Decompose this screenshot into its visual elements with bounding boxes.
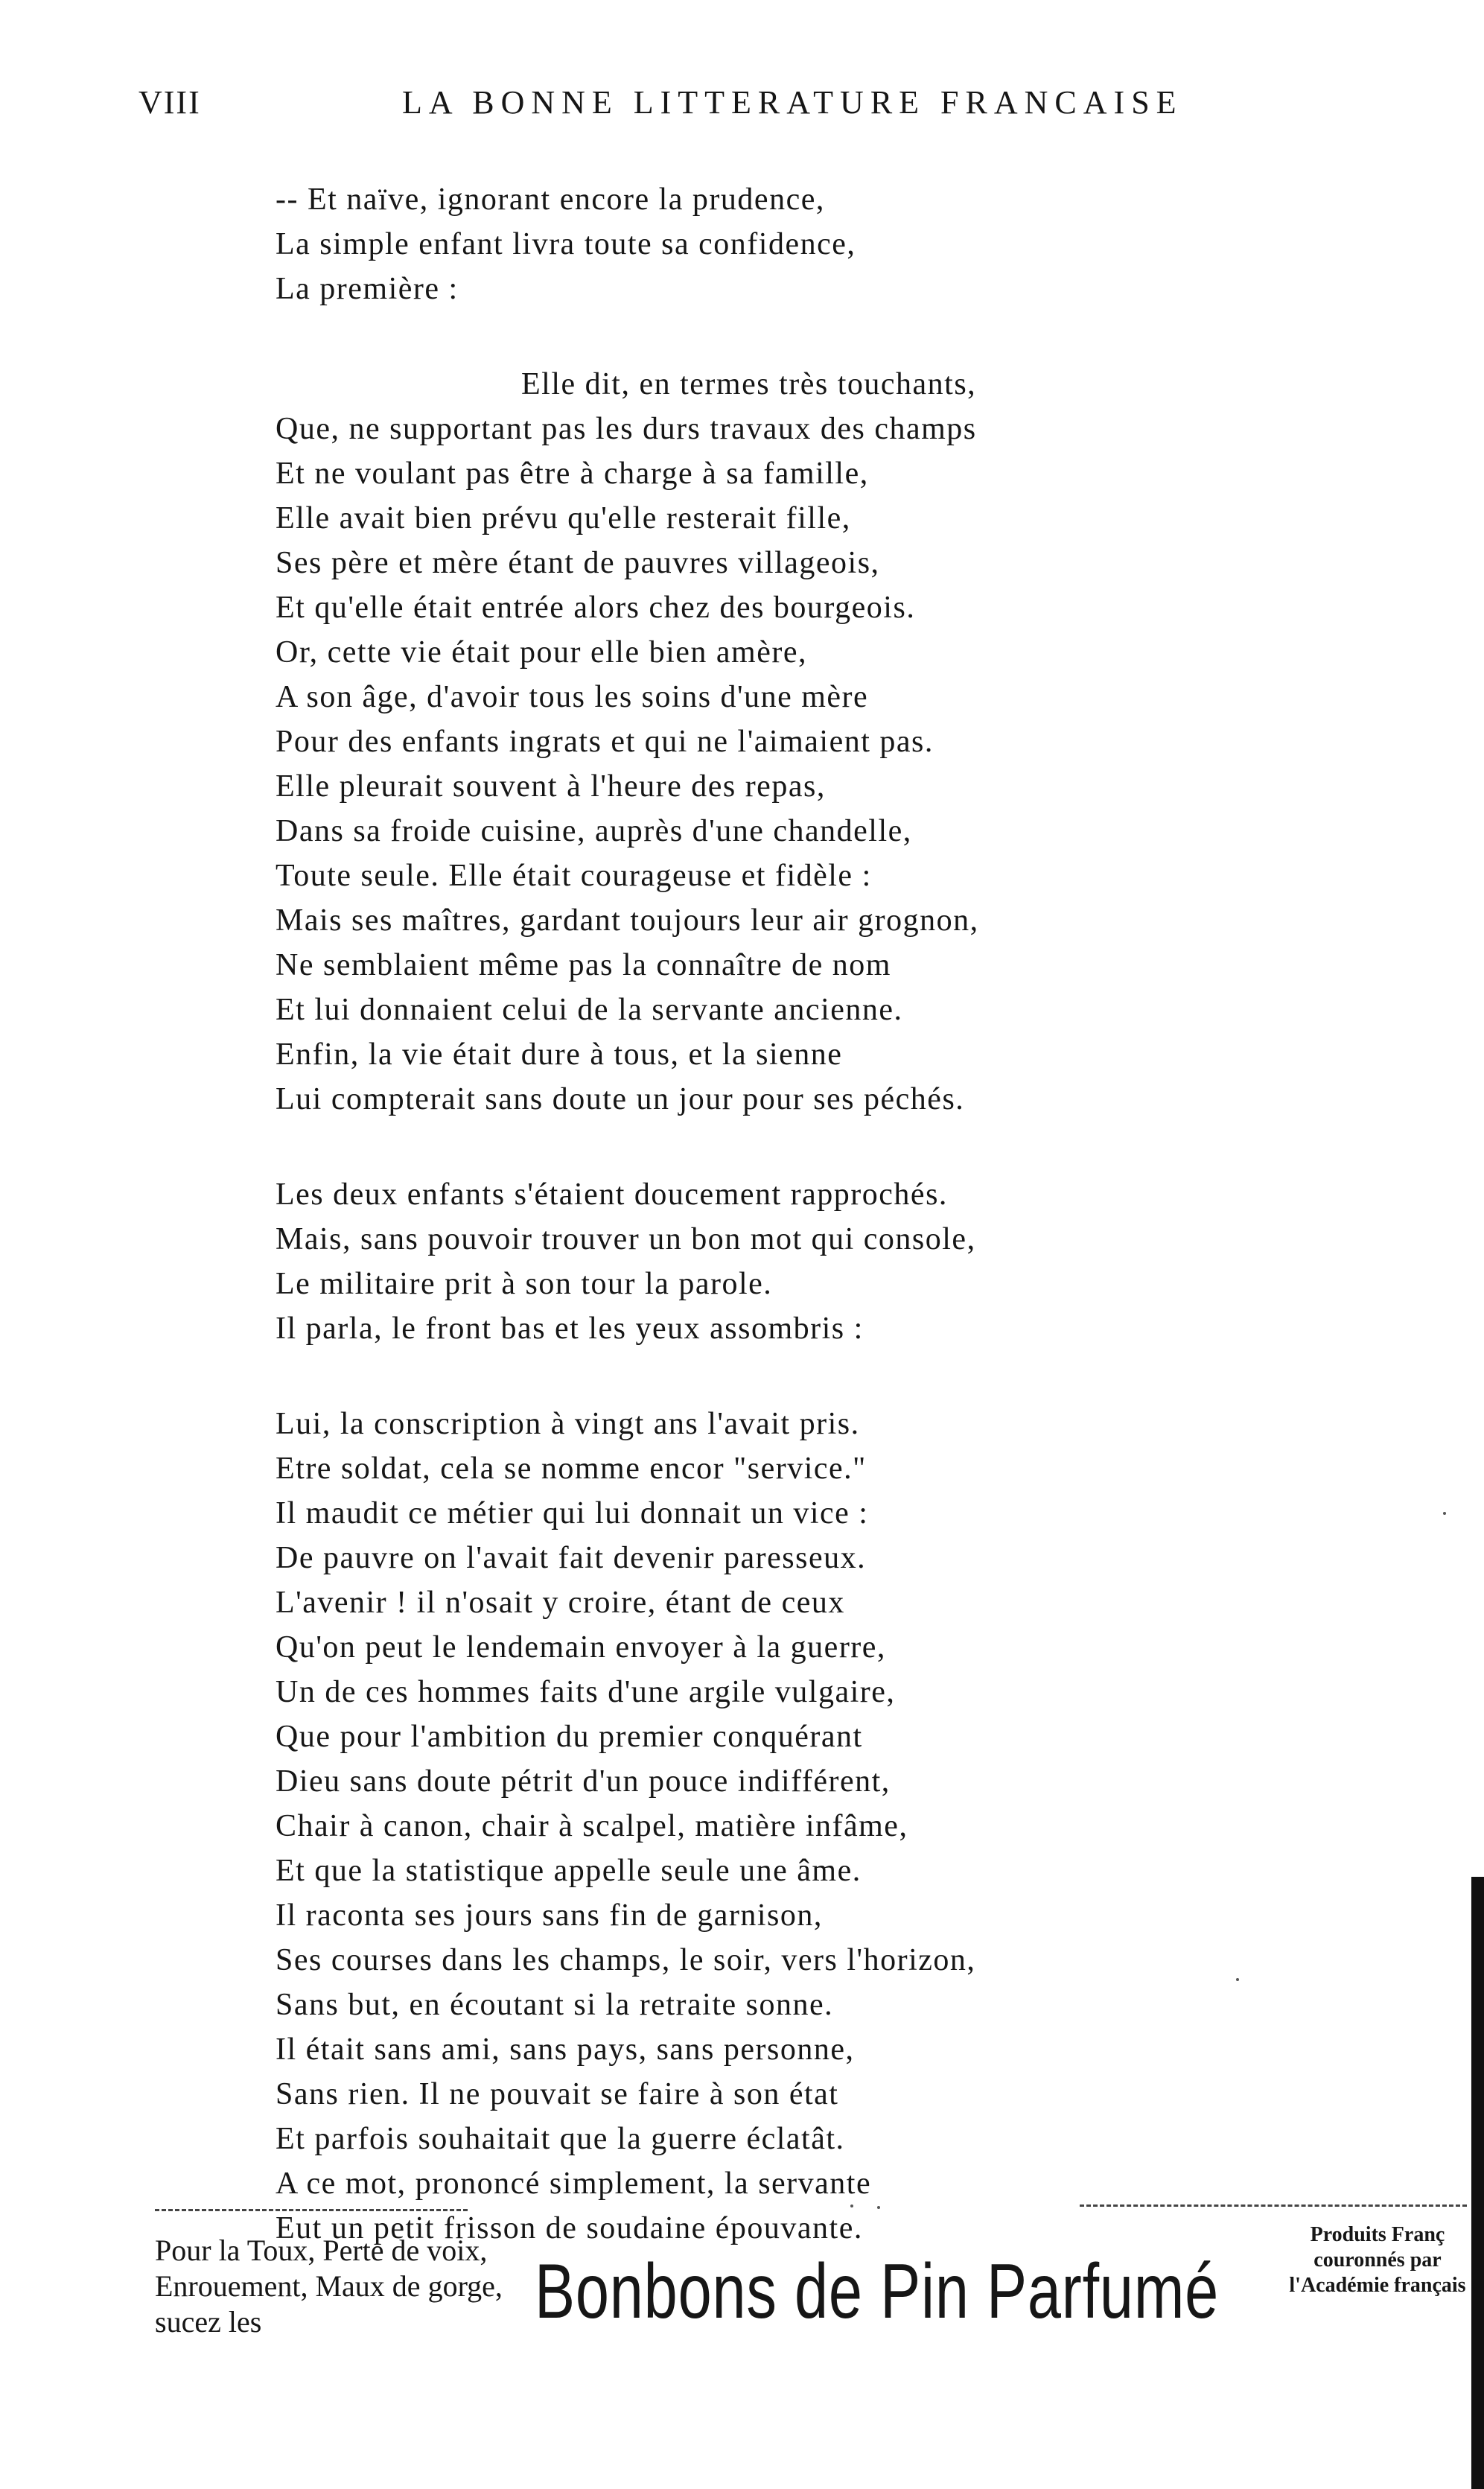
verse-line: Et lui donnaient celui de la servante ancienne. <box>276 993 903 1027</box>
verse-line: Elle avait bien prévu qu'elle resterait fille, <box>276 501 851 535</box>
verse-line: Les deux enfants s'étaient doucement rapprochés. <box>276 1177 948 1212</box>
verse-line: Etre soldat, cela se nomme encor "service." <box>276 1452 867 1486</box>
verse-line: Il était sans ami, sans pays, sans personne, <box>276 2032 855 2067</box>
ad-divider-right <box>1080 2205 1467 2207</box>
stanza-2 <box>276 362 1243 1122</box>
verse-line: Mais ses maîtres, gardant toujours leur air grognon, <box>276 903 979 938</box>
stanza-break <box>276 311 1243 362</box>
verse-line: A son âge, d'avoir tous les soins d'une mère <box>276 680 869 714</box>
verse-line: Qu'on peut le lendemain envoyer à la guerre, <box>276 1630 886 1665</box>
verse-line: Il maudit ce métier qui lui donnait un vice : <box>276 1496 869 1530</box>
verse-line: Le militaire prit à son tour la parole. <box>276 1267 773 1301</box>
verse-line: Toute seule. Elle était courageuse et fidèle : <box>276 859 872 893</box>
verse-line: Sans but, en écoutant si la retraite sonne. <box>276 1988 834 2022</box>
verse-line: Elle pleurait souvent à l'heure des repas, <box>276 769 826 804</box>
verse-line: Dieu sans doute pétrit d'un pouce indifférent, <box>276 1764 891 1799</box>
stanza-break <box>276 1122 1243 1172</box>
verse-line: La première : <box>276 272 459 306</box>
verse-line: Ne semblaient même pas la connaître de nom <box>276 948 891 982</box>
scan-edge-shadow <box>1473 2123 1484 2249</box>
verse-line: Or, cette vie était pour elle bien amère, <box>276 635 807 670</box>
verse-line: De pauvre on l'avait fait devenir paresseux. <box>276 1541 867 1575</box>
verse-line: Sans rien. Il ne pouvait se faire à son état <box>276 2077 839 2111</box>
poem-body <box>276 177 1243 2251</box>
ad-divider-left <box>155 2209 468 2211</box>
verse-line: Elle dit, en termes très touchants, <box>521 367 977 401</box>
verse-line: Lui compterait sans doute un jour pour ses péchés. <box>276 1082 965 1116</box>
verse-line: Chair à canon, chair à scalpel, matière infâme, <box>276 1809 908 1843</box>
ad-brand-name: Bonbons de Pin Parfumé <box>535 2248 1220 2335</box>
verse-line: L'avenir ! il n'osait y croire, étant de ceux <box>276 1586 845 1620</box>
stanza-break <box>276 1351 1243 1402</box>
verse-line: A ce mot, prononcé simplement, la servante <box>276 2167 872 2201</box>
verse-line: Pour des enfants ingrats et qui ne l'aimaient pas. <box>276 725 934 759</box>
page-number: VIII <box>138 84 201 121</box>
verse-line: Et que la statistique appelle seule une âme. <box>276 1854 862 1888</box>
verse-line: Que, ne supportant pas les durs travaux des champs <box>276 412 977 446</box>
verse-line: Ses courses dans les champs, le soir, vers l'horizon, <box>276 1943 976 1977</box>
ad-remedy-text: Pour la Toux, Perte de voix, Enrouement, Maux de gorge, sucez les <box>155 2234 503 2339</box>
verse-line: -- Et naïve, ignorant encore la prudence, <box>276 182 825 217</box>
verse-line: Il parla, le front bas et les yeux assombris : <box>276 1312 864 1346</box>
print-speck <box>877 2206 880 2209</box>
ad-award-text: Produits Franç couronnés par l'Académie français <box>1289 2223 1466 2297</box>
stanza-3 <box>276 1172 1243 1351</box>
verse-line: Un de ces hommes faits d'une argile vulgaire, <box>276 1675 896 1709</box>
print-speck <box>1443 1512 1446 1515</box>
verse-line: La simple enfant livra toute sa confidence, <box>276 227 856 261</box>
verse-line: Et ne voulant pas être à charge à sa famille, <box>276 457 869 491</box>
verse-line: Il raconta ses jours sans fin de garnison, <box>276 1898 823 1933</box>
verse-line: Que pour l'ambition du premier conquérant <box>276 1720 863 1754</box>
stanza-1 <box>276 177 1243 311</box>
verse-line: Et parfois souhaitait que la guerre éclatât. <box>276 2122 845 2156</box>
print-speck <box>1236 1978 1239 1981</box>
verse-line: Eut un petit frisson de soudaine épouvante. <box>276 2211 863 2245</box>
verse-line: Ses père et mère étant de pauvres villageois, <box>276 546 880 580</box>
verse-line: Et qu'elle était entrée alors chez des bourgeois. <box>276 591 916 625</box>
verse-line: Enfin, la vie était dure à tous, et la sienne <box>276 1037 843 1072</box>
print-speck <box>850 2205 853 2207</box>
stanza-4 <box>276 1402 1243 2251</box>
verse-line: Dans sa froide cuisine, auprès d'une chandelle, <box>276 814 912 848</box>
verse-line: Lui, la conscription à vingt ans l'avait pris. <box>276 1407 860 1441</box>
verse-line: Mais, sans pouvoir trouver un bon mot qui console, <box>276 1222 976 1256</box>
running-title: LA BONNE LITTERATURE FRANCAISE <box>402 84 1183 121</box>
